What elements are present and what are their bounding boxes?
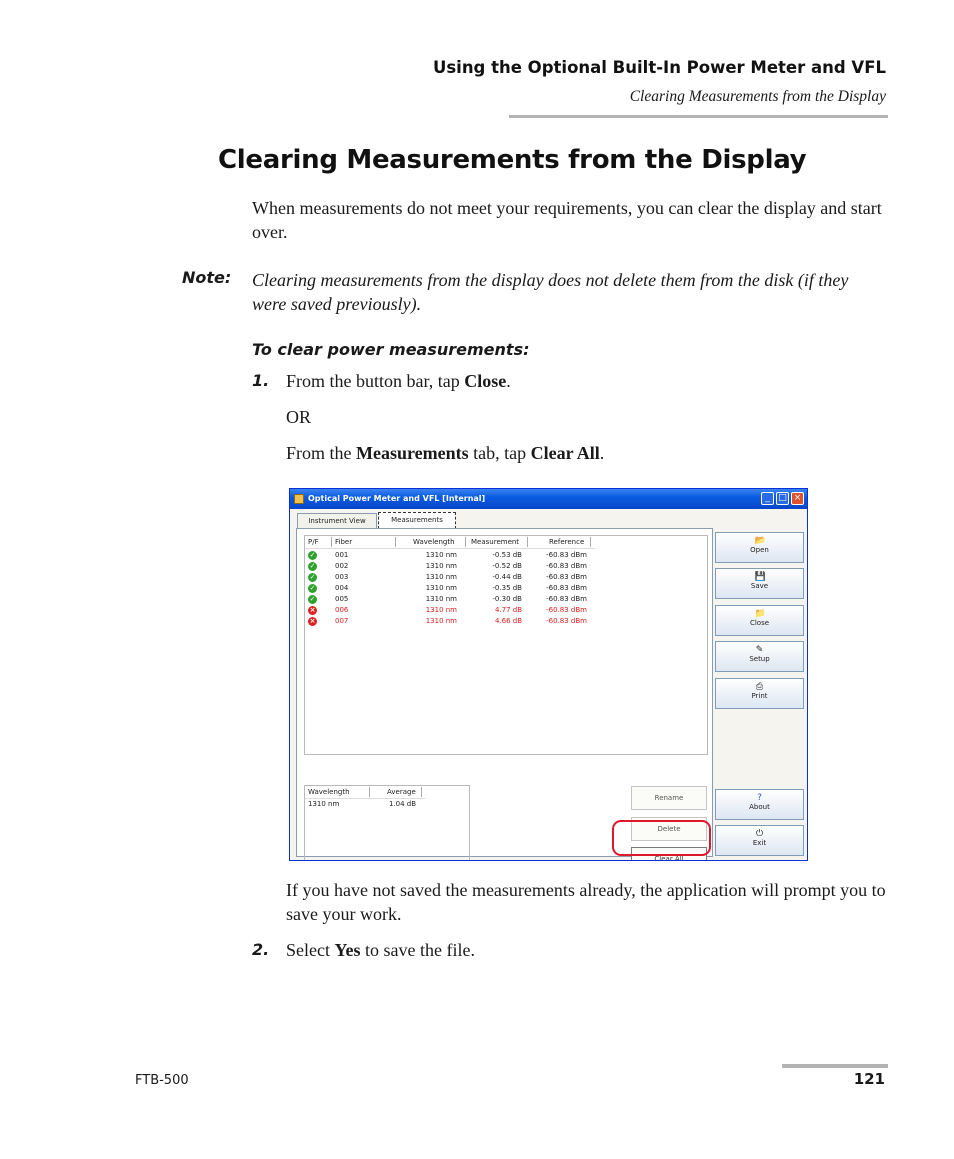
cell-measurement: 4.66 dB <box>494 617 522 625</box>
cell-reference: -60.83 dBm <box>546 584 587 592</box>
table-row[interactable] <box>305 594 605 605</box>
save-label: Save <box>750 582 769 590</box>
folder-open-icon: 📂 <box>754 536 766 546</box>
header-divider <box>421 787 422 797</box>
cell-wavelength: 1310 nm <box>425 573 457 581</box>
avg-col-average[interactable]: Average <box>387 788 416 796</box>
app-icon <box>294 494 304 504</box>
cell-fiber: 001 <box>335 551 349 559</box>
folder-icon: 📁 <box>754 609 766 619</box>
cell-fiber: 004 <box>335 584 349 592</box>
cell-measurement: -0.44 dB <box>492 573 522 581</box>
intro-paragraph: When measurements do not meet your requirements, you can clear the display and start over. <box>252 198 882 242</box>
cell-measurement: 4.77 dB <box>494 606 522 614</box>
cell-reference: -60.83 dBm <box>546 606 587 614</box>
close-button[interactable] <box>715 605 804 636</box>
pass-icon: ✓ <box>309 584 316 592</box>
cell-wavelength: 1310 nm <box>425 562 457 570</box>
exit-label: Exit <box>752 839 767 847</box>
open-label: Open <box>750 546 769 554</box>
printer-icon: ⎙ <box>755 682 764 692</box>
cell-wavelength: 1310 nm <box>425 595 457 603</box>
measurements-panel <box>296 528 713 861</box>
about-button[interactable] <box>715 789 804 820</box>
step1-line-b <box>286 441 604 465</box>
window-client-area <box>290 509 807 860</box>
print-label: Print <box>751 692 768 700</box>
header-divider <box>369 787 370 797</box>
header-underline <box>305 548 595 549</box>
cell-measurement: -0.53 dB <box>492 551 522 559</box>
cell-reference: -60.83 dBm <box>546 595 587 603</box>
clear-all-highlight-circle <box>612 820 711 856</box>
cell-measurement: -0.30 dB <box>492 595 522 603</box>
cell-reference: -60.83 dBm <box>546 562 587 570</box>
after-screenshot-paragraph: If you have not saved the measurements already, the application will prompt you to save your work. <box>286 880 886 924</box>
fail-icon: × <box>309 617 316 625</box>
cell-reference: -60.83 dBm <box>546 551 587 559</box>
cell-fiber: 002 <box>335 562 349 570</box>
print-button[interactable] <box>715 678 804 709</box>
step1-or: OR <box>286 407 312 427</box>
step1-b-bold2: Clear All <box>530 443 600 463</box>
fail-icon: × <box>309 606 316 614</box>
step2-line <box>286 938 475 962</box>
cell-measurement: -0.35 dB <box>492 584 522 592</box>
cell-measurement: -0.52 dB <box>492 562 522 570</box>
clear-all-button[interactable]: Clear All <box>631 847 707 861</box>
footer-product: FTB-500 <box>135 1073 189 1088</box>
avg-cell-average: 1.04 dB <box>389 800 417 808</box>
cell-fiber: 006 <box>335 606 349 614</box>
table-row[interactable] <box>305 583 605 594</box>
step1-a-bold: Close <box>464 371 507 391</box>
step1-b-post: . <box>599 443 605 463</box>
cell-fiber: 005 <box>335 595 349 603</box>
procedure-title: To clear power measurements: <box>252 340 530 359</box>
step2-post: to save the file. <box>360 940 475 960</box>
page-title: Clearing Measurements from the Display <box>218 145 807 175</box>
header-divider <box>465 537 466 547</box>
col-header-fiber[interactable]: Fiber <box>335 538 353 546</box>
step1-line-a <box>286 369 511 393</box>
step1-b-pre: From the <box>286 443 356 463</box>
cell-reference: -60.83 dBm <box>546 573 587 581</box>
close-icon[interactable]: × <box>791 492 804 505</box>
col-header-wavelength[interactable]: Wavelength <box>413 538 455 546</box>
pass-icon: ✓ <box>309 573 316 581</box>
footer-rule <box>782 1064 888 1068</box>
table-row[interactable] <box>305 616 605 627</box>
running-header-chapter: Using the Optional Built-In Power Meter and VFL <box>432 58 886 77</box>
edit-icon: ✎ <box>755 645 764 655</box>
step2-bold: Yes <box>334 940 361 960</box>
step2-pre: Select <box>286 940 335 960</box>
step-number-1: 1. <box>252 371 270 390</box>
rename-button[interactable]: Rename <box>631 786 707 810</box>
step1-a-pre: From the button bar, tap <box>286 371 465 391</box>
cell-fiber: 007 <box>335 617 349 625</box>
header-underline <box>305 798 425 799</box>
cell-reference: -60.83 dBm <box>546 617 587 625</box>
table-row[interactable] <box>305 561 605 572</box>
maximize-icon[interactable]: □ <box>776 492 789 505</box>
col-header-pf[interactable]: P/F <box>308 538 319 546</box>
setup-label: Setup <box>749 655 770 663</box>
close-label: Close <box>749 619 770 627</box>
running-header-section: Clearing Measurements from the Display <box>629 88 886 105</box>
about-label: About <box>749 803 770 811</box>
tab-measurements[interactable]: Measurements <box>378 512 456 529</box>
power-icon: ⏻ <box>755 829 764 839</box>
pass-icon: ✓ <box>309 595 316 603</box>
window-titlebar[interactable] <box>290 489 807 509</box>
avg-cell-wavelength: 1310 nm <box>308 800 340 808</box>
col-header-measurement[interactable]: Measurement <box>471 538 520 546</box>
note-text: Clearing measurements from the display does not delete them from the disk (if they were saved previously). <box>252 270 849 314</box>
delete-button[interactable]: Delete <box>631 817 707 841</box>
pass-icon: ✓ <box>309 551 316 559</box>
cell-fiber: 003 <box>335 573 349 581</box>
note-label: Note: <box>182 268 232 287</box>
exit-button[interactable] <box>715 825 804 856</box>
step-number-2: 2. <box>252 940 270 959</box>
header-rule <box>509 115 888 118</box>
cell-wavelength: 1310 nm <box>425 617 457 625</box>
avg-col-wavelength[interactable]: Wavelength <box>308 788 350 796</box>
minimize-icon[interactable]: _ <box>761 492 774 505</box>
average-table[interactable] <box>304 785 470 861</box>
cell-wavelength: 1310 nm <box>425 584 457 592</box>
col-header-reference[interactable]: Reference <box>549 538 585 546</box>
measurements-table[interactable] <box>304 535 708 755</box>
table-row[interactable] <box>305 572 605 583</box>
tab-instrument-view[interactable]: Instrument View <box>297 513 377 529</box>
header-divider <box>395 537 396 547</box>
header-divider <box>590 537 591 547</box>
page-number: 121 <box>853 1070 885 1088</box>
save-button[interactable] <box>715 568 804 599</box>
pass-icon: ✓ <box>309 562 316 570</box>
header-divider <box>331 537 332 547</box>
app-window-screenshot <box>289 488 808 861</box>
open-button[interactable] <box>715 532 804 563</box>
cell-wavelength: 1310 nm <box>425 606 457 614</box>
window-title: Optical Power Meter and VFL [Internal] <box>308 494 486 503</box>
step1-b-mid: tab, tap <box>468 443 531 463</box>
table-row[interactable] <box>305 550 605 561</box>
floppy-disk-icon: 💾 <box>754 572 766 582</box>
setup-button[interactable] <box>715 641 804 672</box>
step1-a-post: . <box>506 371 511 391</box>
cell-wavelength: 1310 nm <box>425 551 457 559</box>
table-row[interactable] <box>305 605 605 616</box>
header-divider <box>527 537 528 547</box>
help-icon: ? <box>757 793 762 803</box>
step1-b-bold1: Measurements <box>356 443 469 463</box>
